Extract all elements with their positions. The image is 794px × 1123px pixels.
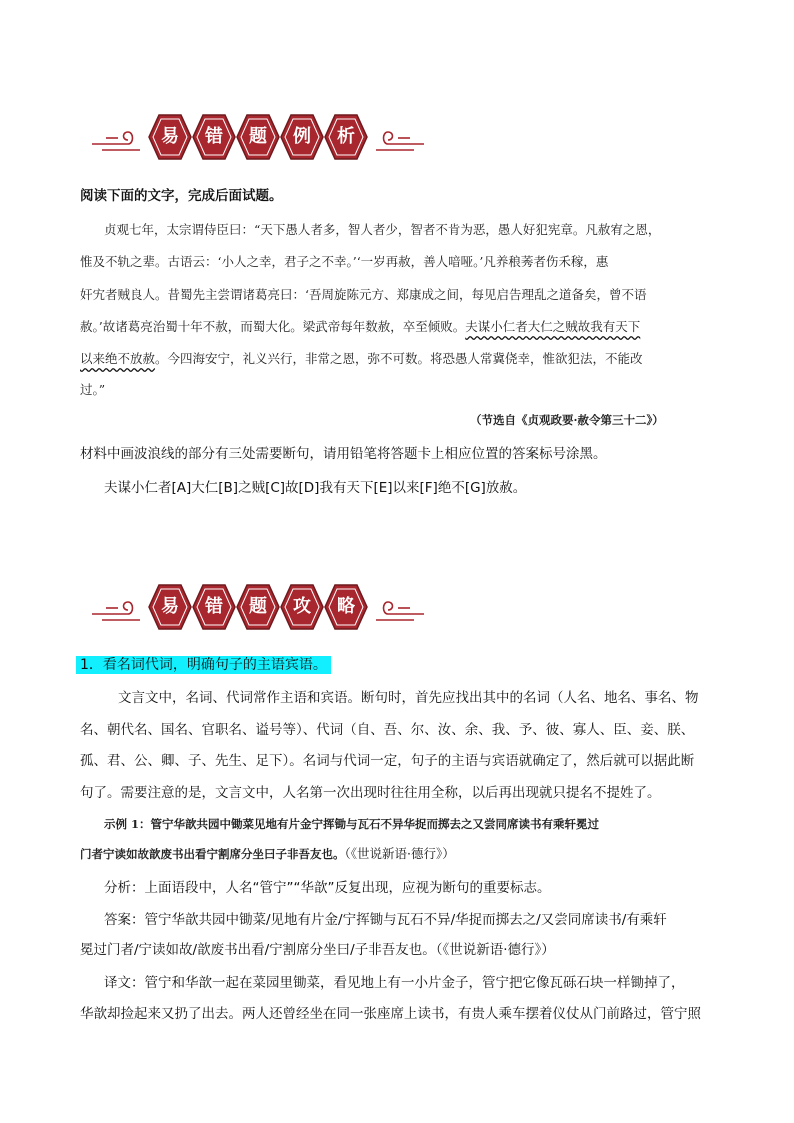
passage-line-2: 惟及不轨之辈。古语云：‘小人之幸，君子之不幸。’‘一岁再赦，善人喑哑。’凡养稂莠者伤禾稼，惠 xyxy=(80,254,609,269)
translation-line-1: 译文：管宁和华歆一起在菜园里锄菜，看见地上有一小片金子，管宁把它像瓦砾石块一样锄掉了， xyxy=(104,975,685,991)
answer-line-1: 答案：管宁华歆共园中锄菜/见地有片金/宁挥锄与瓦石不异/华捉而掷去之/又尝同席读书/有乘轩 xyxy=(104,912,667,928)
reading-instruction: 阅读下面的文字，完成后面试题。 xyxy=(80,188,283,204)
para1-line-4: 句了。需要注意的是，文言文中，人名第一次出现时往往用全称，以后再出现就只提名不提姓了。 xyxy=(80,785,661,801)
passage-line-5 xyxy=(80,349,643,367)
banner-hex-1: 易 xyxy=(148,584,192,630)
para1-line-2: 名、朝代名、国名、官职名、谥号等）、代词（自、吾、尔、汝、余、我、予、彼、寡人、臣、妾、朕、 xyxy=(80,722,695,738)
banner-hex-3: 题 xyxy=(236,114,280,160)
para1-line-1: 文言文中，名词、代词常作主语和宾语。断句时，首先应找出其中的名词（人名、地名、事名、物 xyxy=(118,690,699,706)
banner-hex-2: 错 xyxy=(192,114,236,160)
example-line-2 xyxy=(80,844,455,862)
banner-hex-4: 攻 xyxy=(280,584,324,630)
banner-hex-5: 析 xyxy=(324,114,368,160)
answer-line-2: 冕过门者/宁读如故/歆废书出看/宁割席分坐曰/子非吾友也。（《世说新语·德行》） xyxy=(80,942,555,958)
passage-line-6: 过。” xyxy=(80,382,106,397)
section-banner-example-analysis xyxy=(88,114,428,160)
banner-hex-1: 易 xyxy=(148,114,192,160)
example-line-2-text: 门者宁读如故歆废书出看宁割席分坐曰子非吾友也。 xyxy=(80,847,345,861)
passage-line-4-text: 赦。’故诸葛亮治蜀十年不赦，而蜀大化。梁武帝每年数赦，卒至倾败。 xyxy=(80,319,466,334)
analysis-text: 分析：上面语段中，人名“管宁”“华歆”反复出现，应视为断句的重要标志。 xyxy=(104,880,551,896)
banner-hex-2: 错 xyxy=(192,584,236,630)
strategy-heading xyxy=(76,654,331,674)
source-citation: （节选自《贞观政要·赦令第三十二》） xyxy=(470,413,664,427)
passage-line-4 xyxy=(80,317,640,335)
passage-line-1: 贞观七年，太宗谓侍臣曰：“天下愚人者多，智人者少，智者不肯为恶，愚人好犯宪章。凡赦宥之恩， xyxy=(104,222,661,237)
banner-hex-4: 例 xyxy=(280,114,324,160)
banner-hex-3: 题 xyxy=(236,584,280,630)
section-banner-strategy xyxy=(88,584,428,630)
passage-line-5-text: 。今四海安宁，礼义兴行，非常之恩，弥不可数。将恐愚人常冀侥幸，惟欲犯法，不能改 xyxy=(155,351,643,366)
banner-hex-5: 略 xyxy=(324,584,368,630)
passage-line-3: 奸宄者贼良人。昔蜀先主尝谓诸葛亮曰：‘吾周旋陈元方、郑康成之间，每见启告理乱之道备矣，曾不语 xyxy=(80,287,647,302)
wavy-underlined-text-1: 夫谋小仁者大仁之贼故我有天下 xyxy=(465,319,641,334)
para1-line-3: 孤、君、公、卿、子、先生、足下）。名词与代词一定，句子的主语与宾语就确定了，然后就可以据此断 xyxy=(80,753,695,769)
example-source: （《世说新语·德行》） xyxy=(344,846,455,861)
example-line-1: 示例 1：管宁华歆共园中锄菜见地有片金宁挥锄与瓦石不异华捉而掷去之又尝同席读书有乘轩冕过 xyxy=(104,817,600,831)
translation-line-2: 华歆却捡起来又扔了出去。两人还曾经坐在同一张座席上读书，有贵人乘车摆着仪仗从门前路过，管宁照 xyxy=(80,1006,701,1022)
question-text: 材料中画波浪线的部分有三处需要断句，请用铅笔将答题卡上相应位置的答案标号涂黑。 xyxy=(80,446,607,462)
highlighted-heading: 1．看名词代词，明确句子的主语宾语。 xyxy=(76,656,331,674)
wavy-underlined-text-2: 以来绝不放赦 xyxy=(80,351,156,366)
answer-sentence: 夫谋小仁者[A]大仁[B]之贼[C]故[D]我有天下[E]以来[F]绝不[G]放赦。 xyxy=(104,480,527,496)
